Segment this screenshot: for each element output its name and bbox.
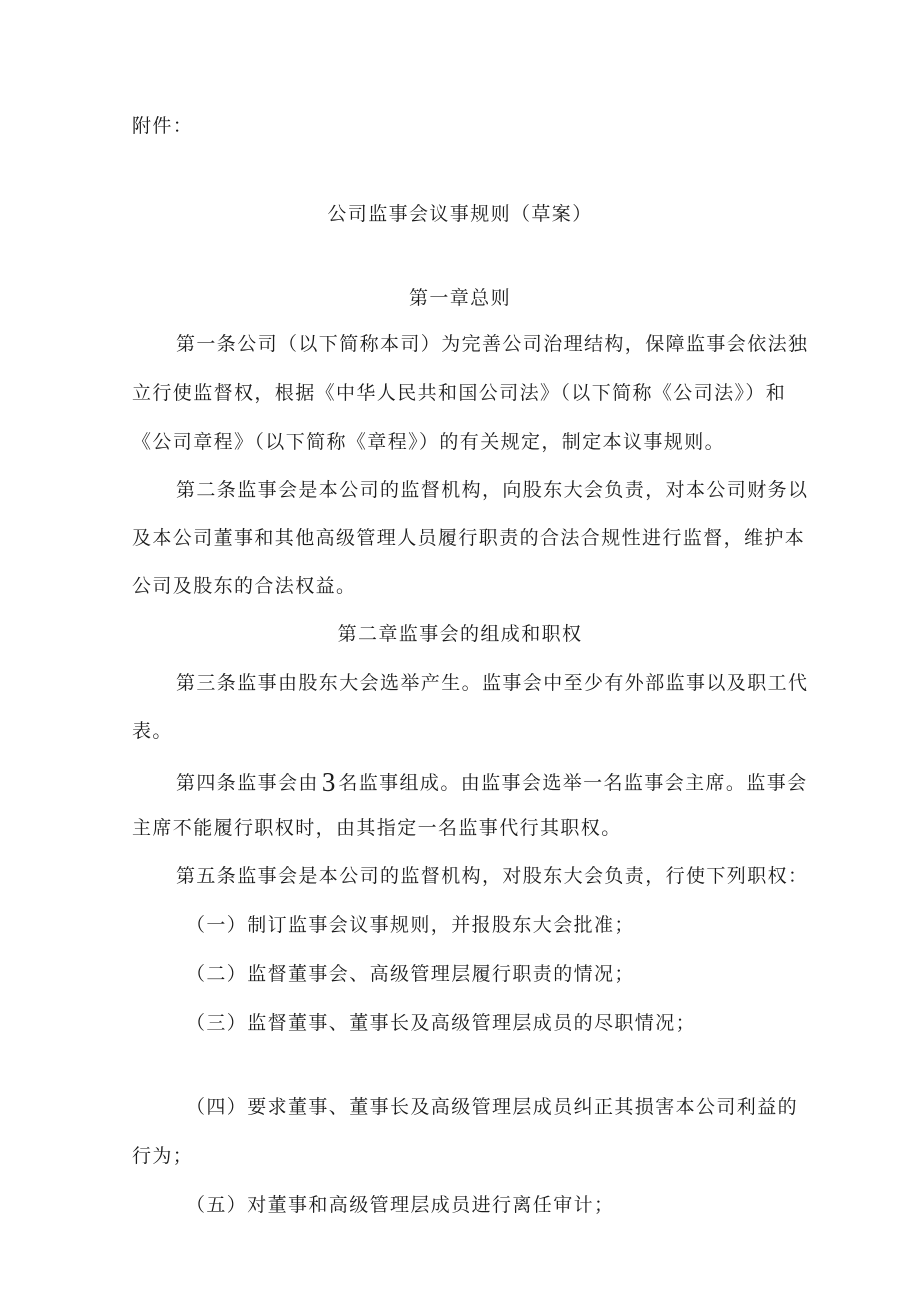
article-5-line-1: 第五条监事会是本公司的监督机构，对股东大会负责，行使下列职权： xyxy=(176,865,809,887)
article-2-line-2: 及本公司董事和其他高级管理人员履行职责的合法合规性进行监督，维护本 xyxy=(132,527,806,549)
article-4-line-2: 主席不能履行职权时，由其指定一名监事代行其职权。 xyxy=(132,817,622,839)
article-4-suffix: 名监事组成。由监事会选举一名监事会主席。监事会 xyxy=(338,772,808,794)
document-title: 公司监事会议事规则（草案） xyxy=(327,203,593,225)
article-2-line-3: 公司及股东的合法权益。 xyxy=(132,575,357,597)
article-3-line-2: 表。 xyxy=(132,720,173,742)
chapter-1-heading: 第一章总则 xyxy=(408,287,511,309)
item-2: （二）监督董事会、高级管理层履行职责的情况； xyxy=(186,963,635,985)
article-4-prefix: 第四条监事会由 xyxy=(176,772,319,794)
article-4-number: 3 xyxy=(321,767,336,797)
chapter-2-heading: 第二章监事会的组成和职权 xyxy=(337,623,583,645)
article-3-line-1: 第三条监事由股东大会选举产生。监事会中至少有外部监事以及职工代 xyxy=(176,672,809,694)
article-2-line-1: 第二条监事会是本公司的监督机构，向股东大会负责，对本公司财务以 xyxy=(176,479,809,501)
item-3: （三）监督董事、董事长及高级管理层成员的尽职情况； xyxy=(186,1012,697,1034)
article-1-line-1: 第一条公司（以下简称本司）为完善公司治理结构，保障监事会依法独 xyxy=(176,333,809,355)
item-4-line-1: （四）要求董事、董事长及高级管理层成员纠正其损害本公司利益的 xyxy=(186,1096,799,1118)
article-1-line-3: 《公司章程》（以下简称《章程》）的有关规定，制定本议事规则。 xyxy=(132,431,726,453)
item-1: （一）制订监事会议事规则，并报股东大会批准； xyxy=(186,914,635,936)
article-1-line-2: 立行使监督权，根据《中华人民共和国公司法》（以下简称《公司法》）和 xyxy=(132,382,787,404)
attachment-label: 附件： xyxy=(132,115,194,137)
item-4-line-2: 行为； xyxy=(132,1145,194,1167)
item-5: （五）对董事和高级管理层成员进行离任审计； xyxy=(186,1194,615,1216)
article-4-line-1 xyxy=(176,768,808,795)
